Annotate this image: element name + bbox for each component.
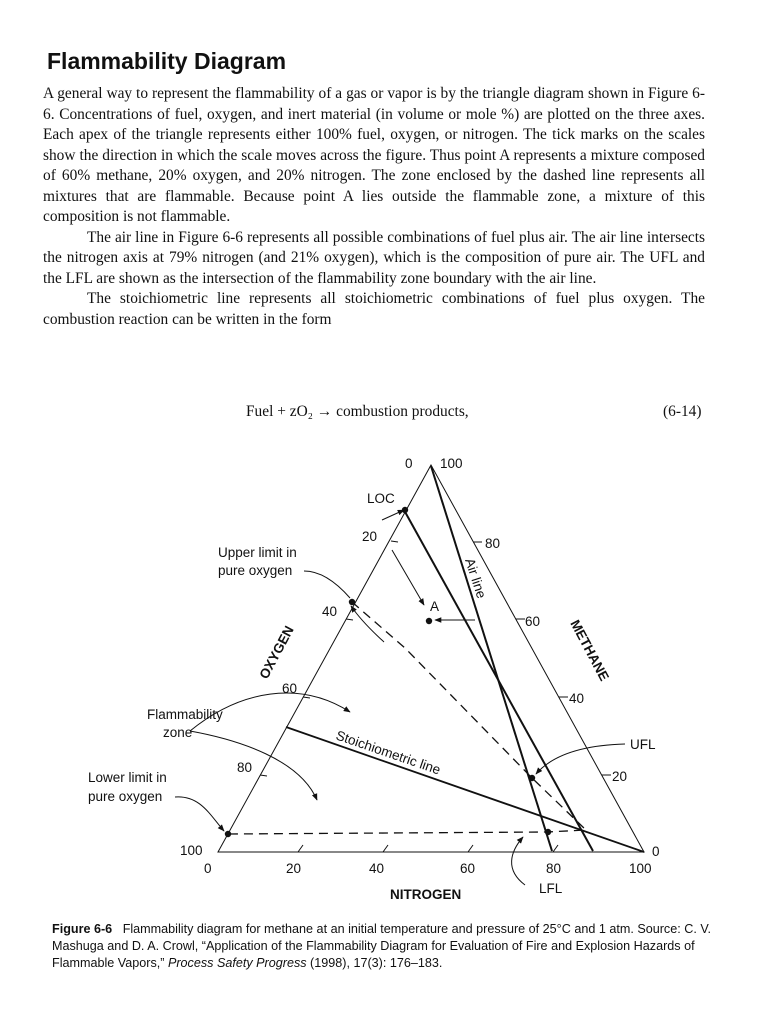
lower-limit-label-2: pure oxygen [88,789,163,804]
equation: Fuel + zO₂ → combustion products, [246,403,469,420]
point-a [426,618,432,624]
air-line-label: Air line [462,556,490,601]
loc-line [404,510,593,851]
paragraph-1: A general way to represent the flammability of a gas or vapor is by the triangle diagram shown in Figure 6-6. Concentrations of fuel, oxygen, and inert material (in volume or mole %) are plotted on the three axes. Each apex of the triangle represents either 100% fuel, oxygen, or nitrogen. The tick marks on the scales show the direction in which the scale moves across the figure. Thus point A represents a mixture composed of 60% methane, 20% oxygen, and 20% nitrogen. The zone enclosed by the dashed line represents all mixtures that are flammable. Because point A lies outside the flammable zone, a mixture of this composition is not flammable. [43,85,705,225]
o-tick-100: 100 [180,843,203,858]
upper-limit-label-1: Upper limit in [218,545,297,560]
ufl-point [529,775,535,781]
o-tick-20: 20 [362,529,378,544]
flammability-zone-label-1: Flammability [147,707,223,722]
loc-point [402,507,408,513]
lfl-point [545,829,551,835]
caption-label: Figure 6-6 [52,922,113,936]
n-tick-0: 0 [204,861,212,876]
n-tick-20: 20 [286,861,302,876]
upper-limit-leader [304,571,350,598]
n-tick-80: 80 [546,861,562,876]
paragraph-3: The stoichiometric line represents all stoichiometric combinations of fuel plus oxygen. The combustion reaction can be written in the form [43,290,705,328]
nitrogen-axis-title: NITROGEN [390,887,462,902]
nitrogen-tick-labels [204,861,652,876]
m-tick-40: 40 [569,691,585,706]
m-tick-20: 20 [612,769,628,784]
n-tick-40: 40 [369,861,385,876]
m-tick-60: 60 [525,614,541,629]
o-tick-0: 0 [405,456,413,471]
ufl-label: UFL [630,737,656,752]
paragraph-2: The air line in Figure 6-6 represents all possible combinations of fuel plus air. The air line intersects the nitrogen axis at 79% nitrogen (and 21% oxygen), which is the composition of pure air. The UFL and the LFL are shown as the intersection of the flammability zone boundary with the air line. [43,228,705,287]
caption-citation: (1998), 17(3): 176–183. [310,956,443,970]
section-heading: Flammability Diagram [47,48,287,74]
oxygen-axis-title: OXYGEN [256,623,297,682]
triangle-frame [218,465,644,852]
oxygen-tick-labels [180,456,413,858]
loc-label: LOC [367,491,395,506]
n-tick-100: 100 [629,861,652,876]
caption-journal: Process Safety Progress [167,956,307,970]
caption-text: Flammability diagram for methane at an initial temperature and pressure of 25°C and 1 atm. Source: C. V. Mashuga and D. A. Crowl, “Application of the Flammability Diagram for Evaluation of Fire and Explosion Hazards of Flammable Vapors,” [52,922,712,970]
o-tick-80: 80 [237,760,253,775]
flammability-zone-label-2: zone [163,725,193,740]
stoichiometric-line-label: Stoichiometric line [334,727,443,778]
m-tick-80: 80 [485,536,501,551]
methane-axis-title: METHANE [567,617,612,684]
lfl-label: LFL [539,881,563,896]
lower-limit-point [225,831,231,837]
m-tick-100: 100 [440,456,463,471]
n-tick-60: 60 [460,861,476,876]
lower-limit-label-1: Lower limit in [88,770,167,785]
figure-caption [52,921,712,972]
equation-number: (6-14) [663,403,702,420]
upper-limit-point [349,599,355,605]
methane-tick-labels [440,456,660,859]
o-tick-40: 40 [322,604,338,619]
point-a-label: A [430,599,440,614]
m-tick-0: 0 [652,844,660,859]
upper-limit-label-2: pure oxygen [218,563,293,578]
o-tick-60: 60 [282,681,298,696]
air-line [431,466,552,851]
